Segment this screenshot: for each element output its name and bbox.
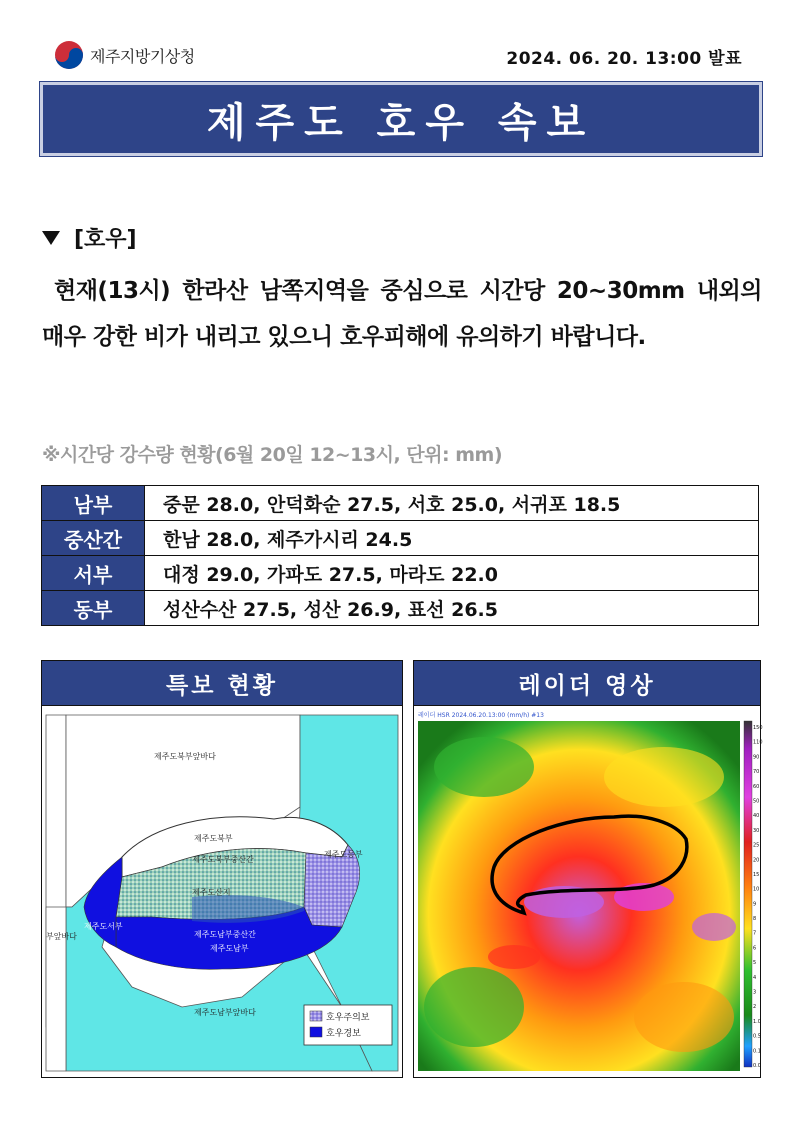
radar-scale-label: 70 xyxy=(753,769,760,776)
radar-title: 레이더 영상 xyxy=(414,661,760,706)
radar-scale-label: 25 xyxy=(753,842,760,849)
map-label-east: 제주도동부 xyxy=(324,850,363,859)
radar-header: 레이더 HSR 2024.06.20.13:00 (mm/h) #13 xyxy=(418,712,544,719)
map-label-north-mid: 제주도북부중산간 xyxy=(192,855,254,864)
agency-name: 제주지방기상청 xyxy=(90,46,195,66)
legend-swatch-advisory xyxy=(310,1011,322,1021)
radar-scale-label: 0.1 xyxy=(753,1048,761,1055)
map-label-south-sea: 제주도남부앞바다 xyxy=(194,1008,256,1017)
radar-scale-label: 2 xyxy=(753,1004,757,1011)
region-cell: 남부 xyxy=(42,486,145,521)
radar-scale-label: 15 xyxy=(753,871,760,878)
radar-scale-label: 30 xyxy=(753,827,760,834)
radar-scale-bar xyxy=(744,721,752,1067)
radar-scale-label: 20 xyxy=(753,857,760,864)
legend-label-advisory: 호우주의보 xyxy=(326,1013,370,1023)
agency-logo xyxy=(54,40,195,70)
map-label-west-sea: 부앞바다 xyxy=(46,932,77,941)
radar-scale-label: 5 xyxy=(753,960,757,967)
document-title: 제주도 호우 속보 xyxy=(206,99,596,146)
values-cell: 성산수산 27.5, 성산 26.9, 표선 26.5 xyxy=(145,591,759,626)
radar-scale-label: 8 xyxy=(753,916,757,923)
table-row xyxy=(42,556,759,591)
radar-scale-label: 150 xyxy=(753,725,763,731)
issue-datetime: 2024. 06. 20. 13:00 발표 xyxy=(506,49,742,69)
section-heading xyxy=(42,222,137,253)
map-label-north-sea: 제주도북부앞바다 xyxy=(154,752,216,761)
rainfall-table xyxy=(41,485,759,626)
radar-scale-label: 50 xyxy=(753,798,760,805)
radar-scale-label: 90 xyxy=(753,754,760,761)
radar-scale-label: 9 xyxy=(753,901,757,908)
triangle-down-icon xyxy=(42,231,60,245)
map-label-north: 제주도북부 xyxy=(194,834,233,843)
table-row xyxy=(42,521,759,556)
values-cell: 중문 28.0, 안덕화순 27.5, 서호 25.0, 서귀포 18.5 xyxy=(145,486,759,521)
radar-scale-label: 110 xyxy=(753,739,763,746)
radar-scale-label: 7 xyxy=(753,930,757,937)
radar-scale-label: 0.0 xyxy=(753,1063,761,1069)
legend-swatch-warning xyxy=(310,1027,322,1037)
region-cell: 중산간 xyxy=(42,521,145,556)
values-cell: 한남 28.0, 제주가시리 24.5 xyxy=(145,521,759,556)
radar-scale-label: 40 xyxy=(753,813,760,820)
legend-label-warning: 호우경보 xyxy=(326,1029,361,1039)
map-label-mountain: 제주도산지 xyxy=(192,888,231,897)
map-label-south: 제주도남부 xyxy=(210,944,249,953)
section-heading-label: [호우] xyxy=(74,227,137,252)
region-cell: 동부 xyxy=(42,591,145,626)
radar-scale-label: 10 xyxy=(753,886,760,893)
radar-scale-label: 3 xyxy=(753,989,757,996)
map-label-west: 제주도서부 xyxy=(84,922,123,931)
radar-image xyxy=(414,707,763,1075)
taegeuk-logo-icon xyxy=(54,40,84,70)
map-label-south-mid: 제주도남부중산간 xyxy=(194,930,256,939)
radar-scale-label: 4 xyxy=(753,974,757,981)
radar-scale-label: 0.5 xyxy=(753,1033,761,1040)
rainfall-note: ※시간당 강수량 현황(6월 20일 12~13시, 단위: mm) xyxy=(42,444,503,466)
region-cell: 서부 xyxy=(42,556,145,591)
table-row xyxy=(42,486,759,521)
radar-scale-label: 1.0 xyxy=(753,1018,761,1025)
document-header xyxy=(0,0,800,80)
radar-scale-label: 6 xyxy=(753,945,757,952)
radar-scale-label: 60 xyxy=(753,783,760,790)
values-cell: 대정 29.0, 가파도 27.5, 마라도 22.0 xyxy=(145,556,759,591)
warning-map xyxy=(42,707,402,1075)
warning-body-text: 현재(13시) 한라산 남쪽지역을 중심으로 시간당 20~30mm 내외의 매우 강한 비가 내리고 있으니 호우피해에 유의하기 바랍니다. xyxy=(42,278,762,350)
radar-panel xyxy=(413,660,761,1078)
table-row xyxy=(42,591,759,626)
warning-status-panel xyxy=(41,660,403,1078)
title-banner xyxy=(40,82,762,156)
warning-status-title: 특보 현황 xyxy=(42,661,402,706)
